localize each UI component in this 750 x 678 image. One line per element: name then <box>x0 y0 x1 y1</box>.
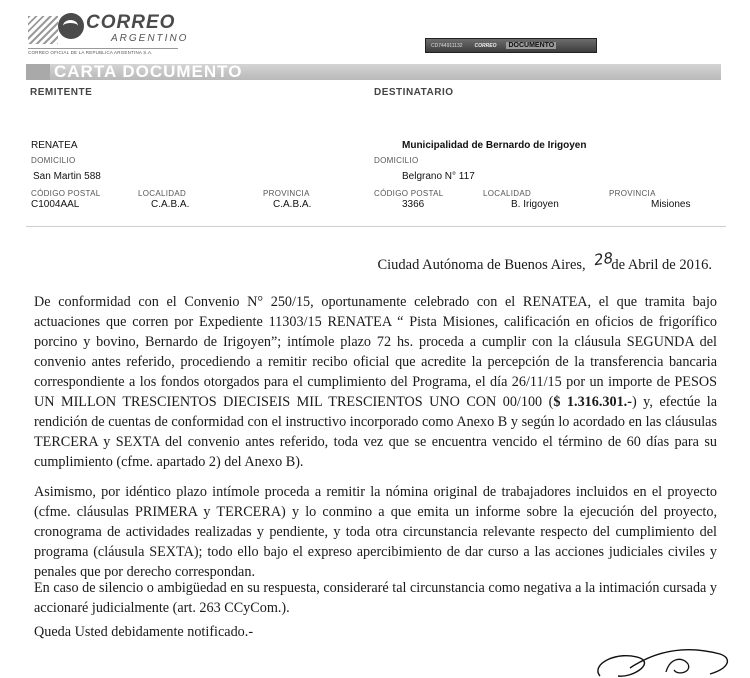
date-day-handwritten: 28 <box>592 248 615 270</box>
sender-locality: C.A.B.A. <box>151 199 190 210</box>
tracking-brand-mark: CORREO <box>474 42 497 49</box>
tracking-code: CD744911132 <box>431 42 463 49</box>
recipient-address-label: DOMICILIO <box>374 156 419 165</box>
tracking-doc-label: DOCUMENTO <box>508 42 555 49</box>
sender-name: RENATEA <box>31 140 78 151</box>
recipient-postal-label: CÓDIGO POSTAL <box>374 189 444 198</box>
paragraph-intimation <box>34 292 717 472</box>
paragraph-silence-warning: En caso de silencio o ambigüedad en su respuesta, consideraré tal circunstancia como negativa a la intimación cursada y accionaré judicialmente (art. 263 CCyCom.). <box>34 580 717 616</box>
handwritten-signature <box>570 628 740 678</box>
date-suffix: de Abril de 2016. <box>611 257 712 273</box>
sender-address-label: DOMICILIO <box>31 156 76 165</box>
sender-postal: C1004AAL <box>31 199 80 210</box>
header-divider <box>26 226 726 227</box>
recipient-province-label: PROVINCIA <box>609 189 656 198</box>
paragraph-intimation-b: ) y, efectúe la rendición de cuentas de conformidad con el instructivo incorporado como Anexo B y según lo acordado en las cláusulas TERCERA y SEXTA del convenio antes referido, toda vez que se encuentra vencido el término de 60 días para su cumplimiento (cfme. apartado 2) del Anexo B). <box>34 394 717 470</box>
tracking-code-box <box>425 38 597 53</box>
logo-stripes-graphic <box>28 16 58 44</box>
sender-locality-label: LOCALIDAD <box>138 189 187 198</box>
paragraph-workers-list: Asimismo, por idéntico plazo intímole proceda a remitir la nómina original de trabajadores incluidos en el proyecto (cfme. cláusulas PRIMERA y TERCERA) y lo conmino a que emita un informe sobre la ejecución del proyecto, cronograma de actividades realizadas y pendiente, y toda otra circunstancia relevante respecto del cumplimiento del programa (cláusula SEXTA); todo ello bajo el expreso apercibimiento de dar curso a las acciones judiciales civiles y penales que por derecho correspondan. <box>34 484 717 580</box>
correo-argentino-logo <box>28 12 189 58</box>
paragraph-intimation-a: De conformidad con el Convenio N° 250/15, oportunamente celebrado con el RENATEA, el que tramita bajo actuaciones que corren por Expediente 11303/15 RENATEA “ Pista Misiones, calificación en oficios de frigorífico porcino y bovino, Bernardo de Irigoyen”; intímole plazo 72 hs. proceda a cumplir con la cláusula SEGUNDA del convenio antes referido, procediendo a remitir recibo oficial que acredite la percepción de la transferencia bancaria correspondiente a los fondos otorgados para el cumplimiento del Programa, el día 26/11/15 por un importe de PESOS UN MILLON TRESCIENTOS DIECISEIS MIL TRESCIENTOS UNO CON 00/100 ( <box>34 294 717 410</box>
recipient-name: Municipalidad de Bernardo de Irigoyen <box>402 140 587 151</box>
logo-sub-text: ARGENTINO <box>111 33 189 44</box>
recipient-address: Belgrano N° 117 <box>402 171 475 182</box>
sender-province-label: PROVINCIA <box>263 189 310 198</box>
amount-figure: $ 1.316.301.- <box>553 394 632 410</box>
document-title: CARTA DOCUMENTO <box>54 62 243 81</box>
sender-section-label: REMITENTE <box>30 87 93 98</box>
logo-emblem-icon <box>58 13 84 39</box>
paragraph-notification: Queda Usted debidamente notificado.- <box>34 624 254 640</box>
recipient-postal: 3366 <box>402 199 425 210</box>
sender-postal-label: CÓDIGO POSTAL <box>31 189 101 198</box>
sender-province: C.A.B.A. <box>273 199 312 210</box>
sender-address: San Martin 588 <box>33 171 101 182</box>
recipient-locality-label: LOCALIDAD <box>483 189 532 198</box>
date-line <box>377 257 712 274</box>
logo-brand-text: CORREO <box>86 12 176 33</box>
recipient-locality: B. Irigoyen <box>511 199 559 210</box>
recipient-province: Misiones <box>651 199 691 210</box>
date-prefix: Ciudad Autónoma de Buenos Aires, <box>377 257 586 273</box>
recipient-section-label: DESTINATARIO <box>374 87 454 98</box>
logo-official-text: CORREO OFICIAL DE LA REPUBLICA ARGENTINA S.A. <box>28 48 178 55</box>
